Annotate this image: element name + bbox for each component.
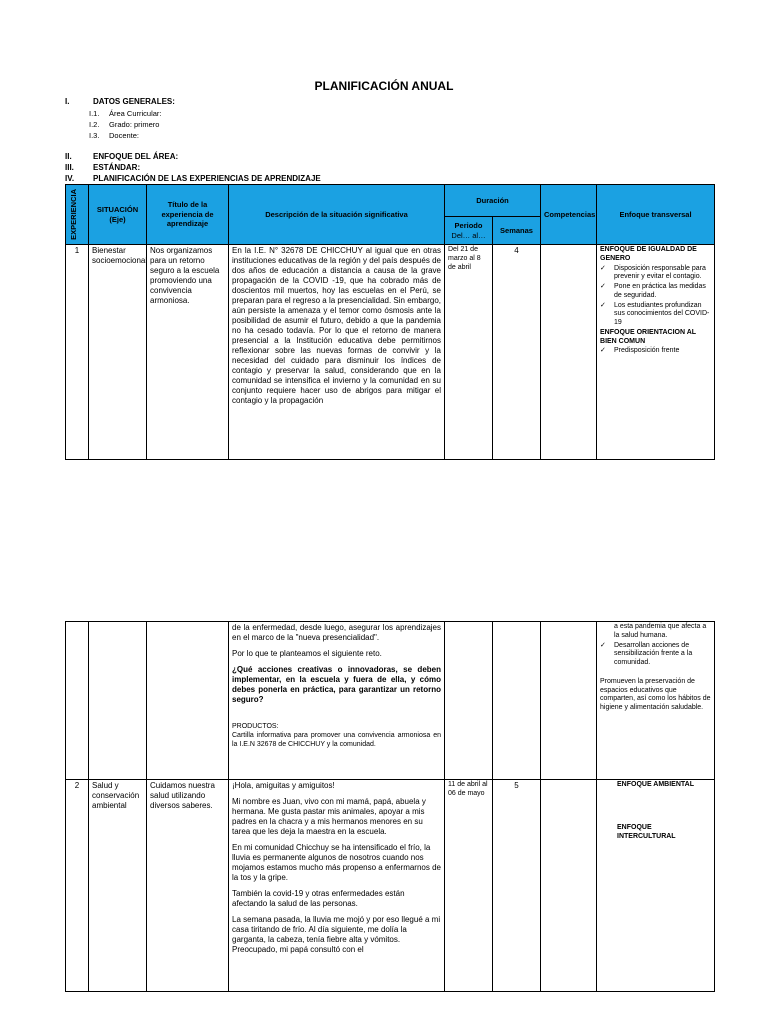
enfoque-title: ENFOQUE DE IGUALDAD DE GENERO — [600, 246, 697, 262]
check-item-text: Disposición responsable para prevenir y evitar el contagio. — [614, 264, 706, 281]
enfoque-title: ENFOQUE AMBIENTAL — [617, 781, 694, 788]
page-title: PLANIFICACIÓN ANUAL — [314, 79, 454, 93]
header-descripcion: Descripción de la situación significativa — [229, 185, 445, 245]
section-label: ENFOQUE DEL ÁREA: — [93, 152, 179, 161]
row-number — [66, 622, 89, 780]
periodo-cell — [445, 622, 493, 780]
check-item — [600, 265, 711, 283]
descripcion-text: Por lo que te planteamos el siguiente reto. — [232, 649, 382, 658]
descripcion-text: En la I.E. N° 32678 DE CHICCHUY al igual que en otras instituciones educativas de la región y del país después de dos años de educación a distancia a causa de la grave propagación de la COVID -19, que ha cobrado más de doscientos mil muertos, hoy las escuelas en el Perú, se preparan para el regreso a la presencialidad. Sin embargo, aún persiste la amenaza y el temor como ósmosis ante la posibilidad de asumir el futuro, debido a que la pandemia no ha cesado todavía. Por lo que el retorno de manera presencial a la Institución educativa debe permitirnos reflexionar sobre las nuevas formas de convivir y la necesidad del cuidado para disminuir los índices de contagio y preservar la salud, considerando que en la comunidad se intensifica el invierno y la comunidad en su conjunto requiere hacer uso de abrigos para mitigar el contagio y la propagación — [232, 246, 441, 405]
check-item — [600, 302, 711, 328]
general-item-area — [89, 109, 162, 118]
item-number: I.2. — [89, 120, 100, 129]
periodo-cell: Del 21 de marzo al 8 de abril — [445, 245, 493, 460]
item-number: I.3. — [89, 131, 100, 140]
check-item-text: Predisposición frente — [614, 347, 680, 355]
header-duracion: Duración — [445, 185, 541, 217]
header-competencias: Competencias — [541, 185, 597, 245]
row-number: 1 — [66, 245, 89, 460]
check-item-text: Los estudiantes profundizan sus conocimientos del COVID-19 — [614, 301, 710, 326]
row-number: 2 — [66, 780, 89, 992]
descripcion-cell — [229, 622, 445, 780]
section-label: PLANIFICACIÓN DE LAS EXPERIENCIAS DE APRENDIZAJE — [93, 174, 321, 183]
enfoque-cell — [597, 780, 715, 992]
titulo-cell: Cuidamos nuestra salud utilizando diversos saberes. — [147, 780, 229, 992]
descripcion-text: de la enfermedad, desde luego, asegurar los aprendizajes en el marco de la "nueva presencialidad". — [232, 623, 441, 642]
header-enfoque: Enfoque transversal — [597, 185, 715, 245]
check-icon: ✓ — [600, 347, 606, 355]
item-label: Docente: — [109, 131, 140, 140]
enfoque-cell — [597, 245, 715, 460]
descripcion-text: También la covid-19 y otras enfermedades están afectando la salud de las personas. — [232, 889, 405, 908]
header-periodo-sub: Del… al… — [451, 230, 486, 240]
situacion-cell: Bienestar socioemocional — [89, 245, 147, 460]
descripcion-cell — [229, 245, 445, 460]
competencias-cell — [541, 780, 597, 992]
semanas-cell: 4 — [493, 245, 541, 460]
check-item-text: Pone en práctica las medidas de seguridad. — [614, 283, 706, 299]
general-item-grado — [89, 120, 159, 129]
check-icon: ✓ — [600, 641, 606, 649]
reto-question: ¿Qué acciones creativas o innovadoras, se deben implementar, en la escuela y fuera de ella, y cómo debes ponerla en práctica, para garantizar un retorno seguro? — [232, 665, 441, 704]
header-situacion: SITUACIÓN (Eje) — [89, 185, 147, 245]
section-number: IV. — [65, 174, 75, 183]
descripcion-cell — [229, 780, 445, 992]
productos-text: Cartilla informativa para promover una convivencia armoniosa en la I.E.N 32678 de CHICCHUY y la comunidad. — [232, 731, 441, 748]
header-titulo: Título de la experiencia de aprendizaje — [147, 185, 229, 245]
item-label: Grado: primero — [109, 120, 160, 129]
section-number: I. — [65, 97, 70, 106]
semanas-cell: 5 — [493, 780, 541, 992]
section-number: III. — [65, 163, 74, 172]
titulo-cell: Nos organizamos para un retorno seguro a la escuela promoviendo una convivencia armoniosa. — [147, 245, 229, 460]
competencias-cell — [541, 245, 597, 460]
check-item — [600, 347, 711, 356]
section-label: ESTÁNDAR: — [93, 163, 141, 172]
competencias-cell — [541, 622, 597, 780]
situacion-cell — [89, 622, 147, 780]
periodo-cell: 11 de abril al 06 de mayo — [445, 780, 493, 992]
enfoque-title: ENFOQUE ORIENTACION AL BIEN COMUN — [600, 328, 696, 345]
item-number: I.1. — [89, 109, 100, 118]
enfoque-text: a esta pandemia que afecta a la salud humana. — [614, 623, 707, 639]
enfoque-title: ENFOQUE INTERCULTURAL — [617, 823, 676, 840]
check-icon: ✓ — [600, 301, 606, 309]
productos-label: PRODUCTOS: — [232, 723, 279, 730]
item-label: Área Curricular: — [109, 109, 162, 118]
check-icon: ✓ — [600, 283, 606, 290]
descripcion-text: ¡Hola, amiguitas y amiguitos! — [232, 781, 335, 790]
check-icon: ✓ — [600, 264, 606, 272]
check-item-text: Desarrollan acciones de sensibilización frente a la comunidad. — [614, 641, 693, 666]
descripcion-text: La semana pasada, la lluvia me mojó y por eso llegué a mi casa tiritando de frío. Al día siguiente, me dolía la garganta, la cabeza, tenía fiebre alta y vómitos. Preocupado, mi papá consultó con el — [232, 915, 441, 954]
header-periodo-label: Periodo — [454, 221, 483, 231]
section-label: DATOS GENERALES: — [93, 97, 175, 106]
header-experiencia-text: EXPERIENCIA — [69, 189, 78, 240]
check-item — [600, 642, 711, 668]
header-semanas: Semanas — [493, 217, 541, 245]
enfoque-cell — [597, 622, 715, 780]
check-item — [600, 283, 711, 301]
planning-table-page2 — [65, 621, 715, 992]
descripcion-text: En mi comunidad Chicchuy se ha intensificado el frío, la lluvia es permanente algunos de nosotros cuando nos mojamos estamos mucho más propenso a enfermarnos de la tos y la gripe. — [232, 843, 441, 882]
situacion-cell: Salud y conservación ambiental — [89, 780, 147, 992]
header-experiencia — [66, 185, 89, 245]
titulo-cell — [147, 622, 229, 780]
section-planificacion — [65, 174, 321, 183]
section-enfoque — [65, 152, 178, 161]
enfoque-text: Promueven la preservación de espacios educativos que comparten, así como los hábitos de higiene y alimentación saludable. — [600, 677, 711, 711]
section-number: II. — [65, 152, 72, 161]
descripcion-text: Mi nombre es Juan, vivo con mi mamá, papá, abuela y hermana. Me gusta pastar mis animales, apoyar a mis padres en la chacra y a mis hermanos menores en su tarea que les deja la maestra en la escuela. — [232, 797, 426, 836]
section-datos-generales — [65, 97, 175, 106]
semanas-cell — [493, 622, 541, 780]
header-periodo — [445, 217, 493, 245]
section-estandar — [65, 163, 140, 172]
general-item-docente — [89, 131, 139, 140]
planning-table-page1 — [65, 184, 715, 460]
